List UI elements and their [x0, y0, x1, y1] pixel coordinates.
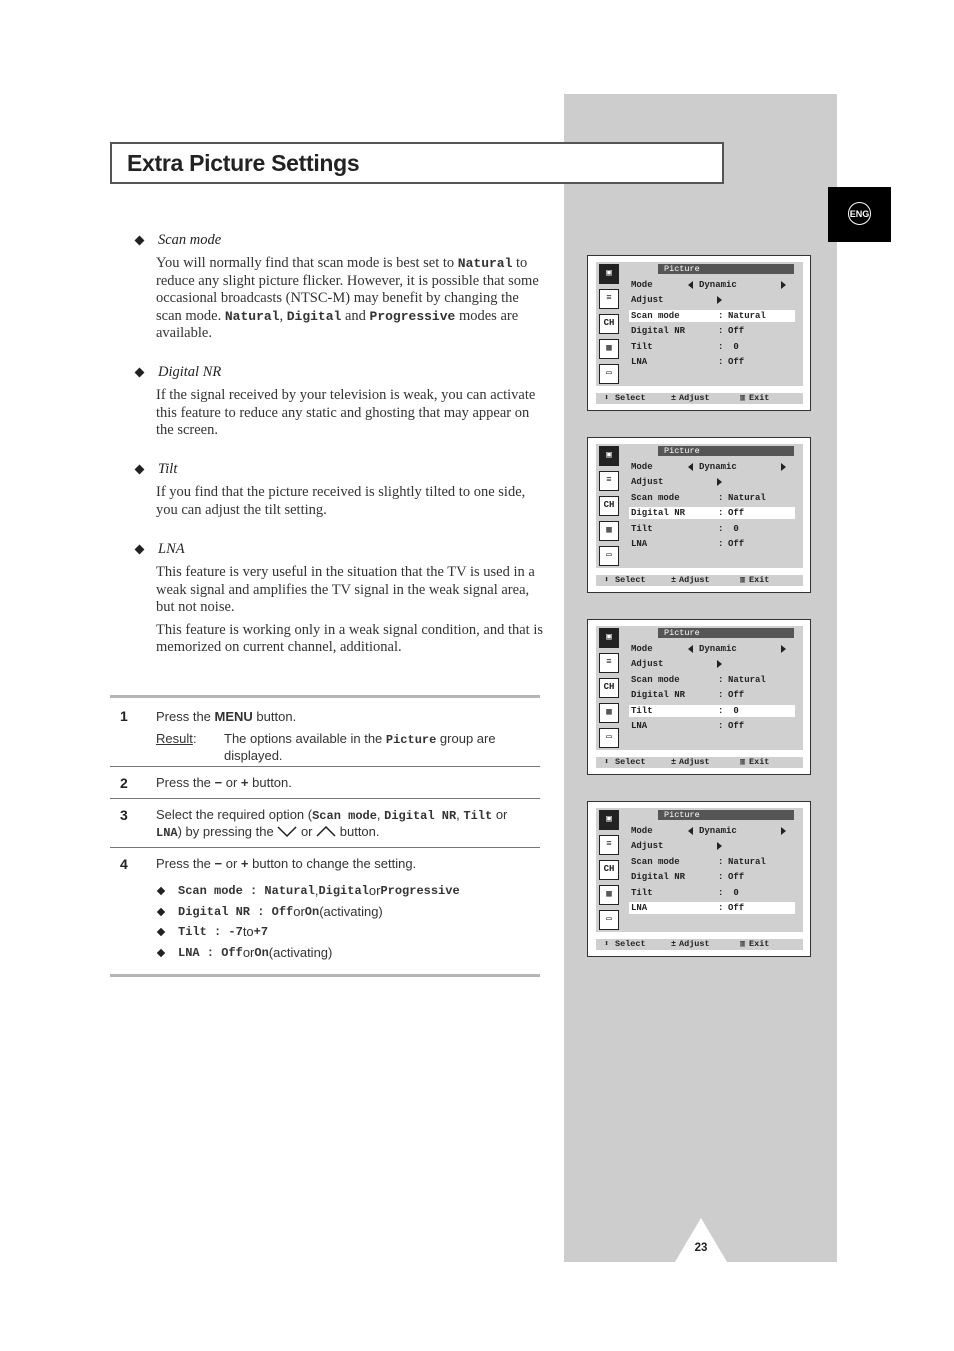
menu-row-option: LNA : Off: [631, 356, 745, 367]
menu-category-icon: ▭: [599, 728, 619, 748]
language-tab: [828, 187, 891, 242]
menu-row-adjust: Adjust: [629, 294, 795, 306]
menu-category-icon: ▦: [599, 339, 619, 359]
chevron-up-icon: [316, 826, 336, 837]
updown-icon: ⬍: [604, 393, 610, 403]
menu-row-option: Scan mode : Natural: [631, 493, 766, 503]
menu-category-icon: ▦: [599, 885, 619, 905]
menu-row-option: Scan mode : Natural: [631, 857, 766, 867]
menu-icons: [599, 264, 621, 389]
bullet-diamond-icon: [135, 367, 145, 377]
section-title: Tilt: [158, 460, 178, 477]
menu-category-icon: ▣: [599, 264, 619, 284]
menu-category-icon: CH: [599, 860, 619, 880]
menu-footer: ⬍ Select ± Adjust ▥ Exit: [596, 757, 803, 768]
menu-header: Picture: [658, 810, 794, 820]
menu-footer: ⬍ Select ± Adjust ▥ Exit: [596, 575, 803, 586]
bullet-diamond-icon: [157, 908, 165, 916]
menu-area: [596, 444, 803, 568]
option-line: Tilt : -7 to +7: [156, 922, 540, 943]
menu-category-icon: CH: [599, 314, 619, 334]
step-4: 4 Press the − or + button to change the setting. Scan mode : Natural , Digital or Progressive Digital NR : Off or On (activating) Tilt : -7 to +7 LNA : Off or On (activating): [110, 848, 540, 974]
menu-row-option: Tilt : 0: [629, 705, 795, 717]
menu-row-adjust: Adjust: [629, 840, 795, 852]
section-scan-mode: [134, 231, 544, 343]
plusminus-icon: ±: [671, 575, 677, 585]
plusminus-icon: ±: [671, 939, 677, 949]
section-lna: [134, 540, 544, 657]
menu-category-icon: ▣: [599, 810, 619, 830]
menu-header: Picture: [658, 264, 794, 274]
menu-row-option: Digital NR : Off: [629, 507, 795, 519]
menu-row-mode: Mode Dynamic: [629, 461, 795, 473]
menu-row-mode: Mode Dynamic: [629, 825, 795, 837]
menu-category-icon: ▦: [599, 703, 619, 723]
arrow-right-icon: [717, 478, 722, 486]
menu-icons: [599, 628, 621, 753]
step-2: 2 Press the − or + button.: [120, 775, 292, 791]
step-1: 1 Press the MENU button. Result : The options available in the Picture group are displayed.: [120, 708, 496, 763]
tv-menu-screen: [587, 255, 811, 411]
arrow-right-icon: [717, 296, 722, 304]
step-number: 2: [120, 775, 128, 791]
menu-row-option: LNA : Off: [629, 902, 795, 914]
tv-menu-screen: [587, 801, 811, 957]
step-3: 3 Select the required option (Scan mode, Digital NR, Tilt or LNA) by pressing the or button.: [120, 807, 508, 840]
step-number: 1: [120, 708, 128, 724]
section-title: Digital NR: [158, 363, 222, 380]
arrow-left-icon: [688, 463, 693, 471]
menu-category-icon: ▭: [599, 364, 619, 384]
arrow-right-icon: [717, 660, 722, 668]
menu-exit-icon: ▥: [740, 757, 746, 767]
menu-row-option: Tilt : 0: [631, 523, 739, 534]
menu-category-icon: CH: [599, 496, 619, 516]
section-text-2: This feature is working only in a weak signal condition, and that is memorized on current channel, additional.: [156, 621, 543, 656]
plusminus-icon: ±: [671, 757, 677, 767]
step-number: 4: [120, 856, 128, 872]
bullet-diamond-icon: [135, 544, 145, 554]
menu-category-icon: ▭: [599, 910, 619, 930]
step-number: 3: [120, 807, 128, 823]
menu-row-option: Digital NR : Off: [631, 872, 745, 883]
section-text: If the signal received by your television is weak, you can activate this feature to reduce any static and ghosting that may appear on the screen.: [156, 387, 536, 439]
option-line: Scan mode : Natural , Digital or Progressive: [156, 881, 540, 902]
section-text: This feature is very useful in the situation that the TV is used in a weak signal and amplifies the TV signal in the weak signal area, but not noise.: [156, 564, 535, 616]
menu-icons: [599, 446, 621, 571]
chevron-down-icon: [277, 826, 297, 837]
bullet-diamond-icon: [157, 887, 165, 895]
menu-row-adjust: Adjust: [629, 658, 795, 670]
arrow-right-icon: [717, 842, 722, 850]
result-label: Result: [156, 731, 193, 746]
bullet-diamond-icon: [157, 928, 165, 936]
language-label: ENG: [848, 202, 871, 225]
triangle-badge-icon: [675, 1218, 727, 1262]
menu-row-mode: Mode Dynamic: [629, 643, 795, 655]
section-text: If you find that the picture received is slightly tilted to one side, you can adjust the tilt setting.: [156, 484, 526, 518]
menu-row-option: Scan mode : Natural: [629, 310, 795, 322]
bullet-diamond-icon: [135, 235, 145, 245]
menu-footer: ⬍ Select ± Adjust ▥ Exit: [596, 939, 803, 950]
bullet-diamond-icon: [157, 949, 165, 957]
menu-area: [596, 626, 803, 750]
menu-row-mode: Mode Dynamic: [629, 279, 795, 291]
arrow-left-icon: [688, 645, 693, 653]
menu-category-icon: ≡: [599, 835, 619, 855]
arrow-right-icon: [781, 463, 786, 471]
arrow-right-icon: [781, 827, 786, 835]
tv-menu-screen: [587, 619, 811, 775]
menu-exit-icon: ▥: [740, 393, 746, 403]
section-digital-nr: [134, 363, 544, 440]
updown-icon: ⬍: [604, 757, 610, 767]
menu-row-option: Tilt : 0: [631, 887, 739, 898]
tv-menu-screen: [587, 437, 811, 593]
menu-icons: [599, 810, 621, 935]
menu-row-option: Digital NR : Off: [631, 690, 745, 701]
menu-category-icon: ▣: [599, 628, 619, 648]
menu-row-option: LNA : Off: [631, 720, 745, 731]
menu-exit-icon: ▥: [740, 575, 746, 585]
bullet-diamond-icon: [135, 464, 145, 474]
menu-category-icon: ≡: [599, 289, 619, 309]
section-title: LNA: [158, 540, 185, 557]
menu-category-icon: ▭: [599, 546, 619, 566]
option-line: LNA : Off or On (activating): [156, 943, 540, 964]
arrow-right-icon: [781, 645, 786, 653]
menu-header: Picture: [658, 628, 794, 638]
menu-area: [596, 808, 803, 932]
menu-row-option: LNA : Off: [631, 538, 745, 549]
menu-category-icon: ≡: [599, 653, 619, 673]
menu-header: Picture: [658, 446, 794, 456]
option-line: Digital NR : Off or On (activating): [156, 902, 540, 923]
page-number-badge: [675, 1218, 727, 1262]
menu-category-icon: ▦: [599, 521, 619, 541]
menu-area: [596, 262, 803, 386]
plusminus-icon: ±: [671, 393, 677, 403]
menu-category-icon: ▣: [599, 446, 619, 466]
menu-category-icon: ≡: [599, 471, 619, 491]
menu-row-option: Tilt : 0: [631, 341, 739, 352]
menu-row-adjust: Adjust: [629, 476, 795, 488]
section-title: Scan mode: [158, 231, 222, 248]
page-number: 23: [694, 1242, 708, 1254]
steps-table: [110, 695, 540, 977]
updown-icon: ⬍: [604, 939, 610, 949]
menu-row-option: Scan mode : Natural: [631, 675, 766, 685]
arrow-right-icon: [781, 281, 786, 289]
title-box: [110, 142, 724, 184]
arrow-left-icon: [688, 827, 693, 835]
section-tilt: [134, 460, 544, 519]
menu-category-icon: CH: [599, 678, 619, 698]
menu-row-option: Digital NR : Off: [631, 326, 745, 337]
menu-footer: ⬍ Select ± Adjust ▥ Exit: [596, 393, 803, 404]
section-text: You will normally find that scan mode is best set to Natural to reduce any slight picture flicker. However, it is possible that some occasional broadcasts (NTSC-M) may benefit by changing the scan mode. Natural, Digital and Progressive modes are available.: [156, 255, 539, 342]
updown-icon: ⬍: [604, 575, 610, 585]
page-title: Extra Picture Settings: [127, 150, 360, 176]
menu-exit-icon: ▥: [740, 939, 746, 949]
arrow-left-icon: [688, 281, 693, 289]
